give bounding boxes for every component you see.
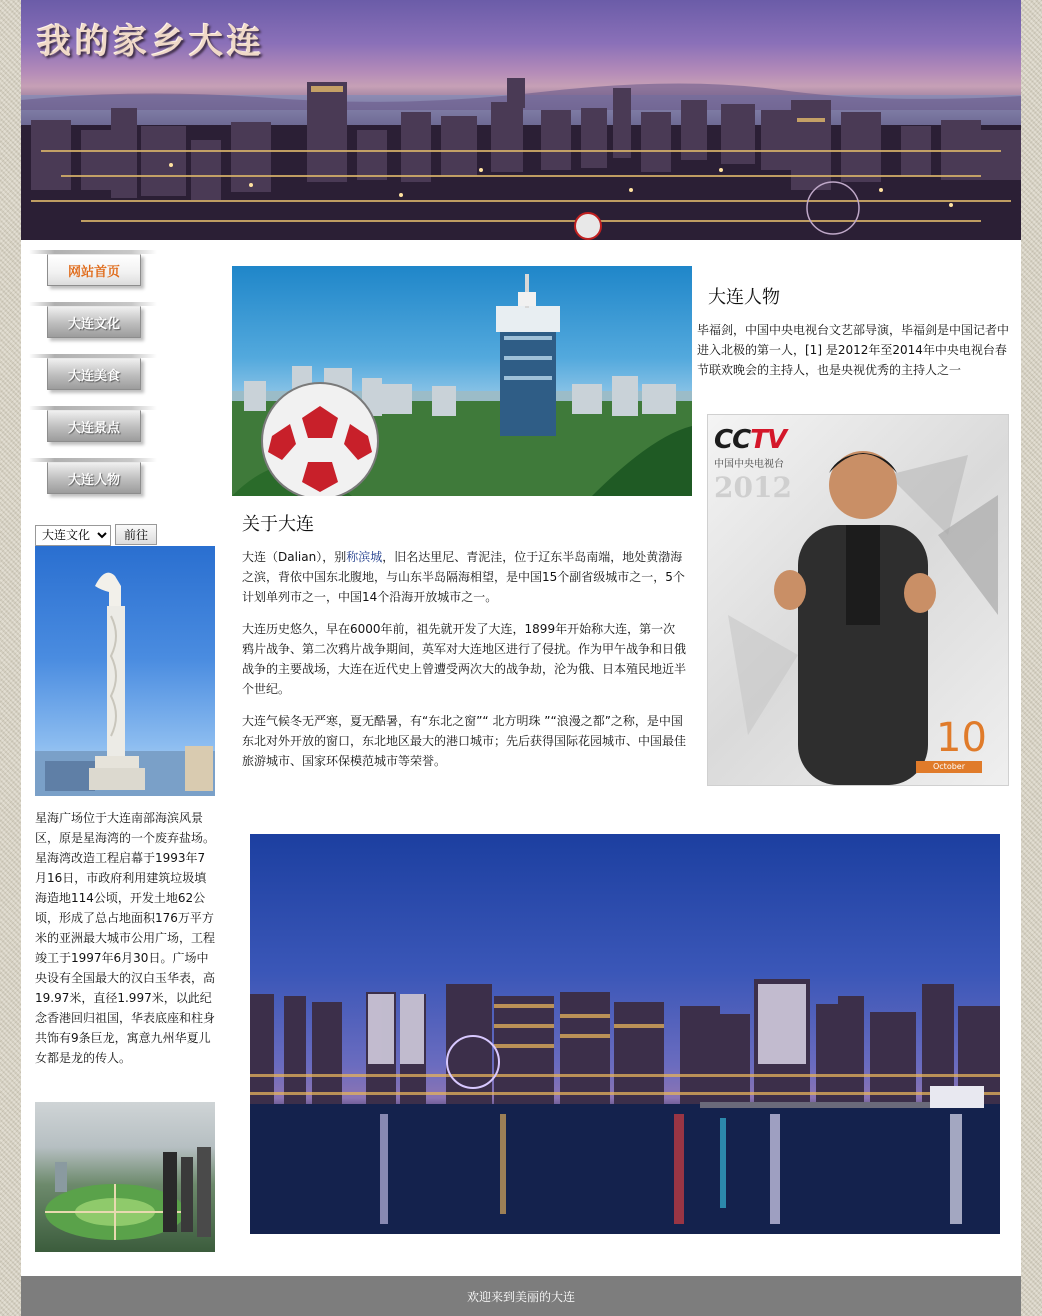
- xinghai-square-image: [35, 1102, 215, 1252]
- nav-item-label: 大连美食: [47, 358, 141, 390]
- footer: [21, 1276, 1021, 1316]
- night-illustration: [250, 834, 1000, 1234]
- poster-day: 10: [936, 715, 987, 761]
- binhcheng-link[interactable]: 称滨城: [346, 550, 383, 564]
- cctv-logo-part-b: TV: [750, 425, 787, 455]
- about-paragraph-1: [242, 547, 687, 607]
- nav-item-label: 大连文化: [47, 306, 141, 338]
- pillar-illustration: [35, 546, 215, 796]
- category-select[interactable]: [35, 525, 111, 546]
- about-paragraph-3: 大连气候冬无严寒，夏无酷暑，有“东北之窗”“ 北方明珠 ”“浪漫之都”之称，是中国东北对外开放的窗口，东北地区最大的港口城市；先后获得国际花园城市、中国最佳旅游城市、国家环保模范城市等荣誉。: [242, 714, 687, 768]
- cctv-subtitle: 中国中央电视台: [714, 459, 784, 470]
- go-button[interactable]: 前往: [115, 524, 157, 545]
- nav-item-label: 大连人物: [47, 462, 141, 494]
- huabiao-pillar-image: [35, 546, 215, 796]
- cctv-logo-part-a: CC: [714, 425, 751, 455]
- nav-item-attractions[interactable]: [29, 404, 159, 444]
- page: [21, 0, 1021, 1316]
- jump-menu: [35, 524, 157, 546]
- about-paragraph-2: 大连历史悠久，早在6000年前，祖先就开发了大连，1899年开始称大连，第一次鸦片战争、第二次鸦片战争期间，英军对大连地区进行了侵扰。作为甲午战争和日俄战争的主要战场，大连在近代史上曾遭受两次大的战争劫，沦为俄、日本殖民地近半个世纪。: [242, 622, 687, 696]
- nav-item-food[interactable]: [29, 352, 159, 392]
- nav-item-label: 网站首页: [47, 254, 141, 286]
- about-p1-text-start: 大连（Dalian），别: [242, 550, 347, 564]
- poster-year: 2012: [714, 471, 792, 504]
- nav-item-label: 大连景点: [47, 410, 141, 442]
- host-portrait-image: [707, 414, 1009, 786]
- dalian-night-cityscape-image: [250, 834, 1000, 1234]
- main-illustration: [232, 266, 692, 496]
- nav-item-people[interactable]: [29, 456, 159, 496]
- dalian-skyline-football-image: [232, 266, 692, 496]
- dalian-people-text: 毕福剑，中国中央电视台文艺部导演，毕福剑是中国记者中进入北极的第一人，[1] 是2012年至2014年中央电视台春节联欢晚会的主持人，也是央视优秀的主持人之一: [697, 323, 1010, 377]
- nav-item-culture[interactable]: [29, 300, 159, 340]
- nav-item-home[interactable]: [29, 248, 159, 288]
- square-illustration: [35, 1102, 215, 1252]
- header-banner: [21, 0, 1021, 240]
- site-title: 我的家乡大连: [37, 22, 265, 62]
- footer-text: 欢迎来到美丽的大连: [466, 1289, 575, 1304]
- about-dalian-body: [242, 547, 687, 783]
- poster-month: October: [916, 761, 982, 773]
- xinghai-square-description: 星海广场位于大连南部海滨风景区，原是星海湾的一个废弃盐场。星海湾改造工程启幕于1993年7月16日，市政府利用建筑垃圾填海造地114公顷，开发土地62公顷，形成了总占地面积176万平方米的亚洲最大城市公用广场，工程竣工于1997年6月30日。广场中央设有全国最大的汉白玉华表，高19.97米，直径1.997米，以此纪念香港回归祖国，华表底座和柱身共饰有9条巨龙，寓意九州华夏儿女都是龙的传人。: [35, 811, 216, 1065]
- about-dalian-title: 关于大连: [242, 514, 314, 535]
- about-p1-text-end: ，旧名达里尼、青泥洼，位于辽东半岛南端，地处黄渤海之滨，背依中国东北腹地，与山东半岛隔海相望，是中国15个副省级城市之一，5个计划单列市之一，中国14个沿海开放城市之一。: [242, 550, 685, 604]
- dalian-people-title: 大连人物: [708, 287, 780, 308]
